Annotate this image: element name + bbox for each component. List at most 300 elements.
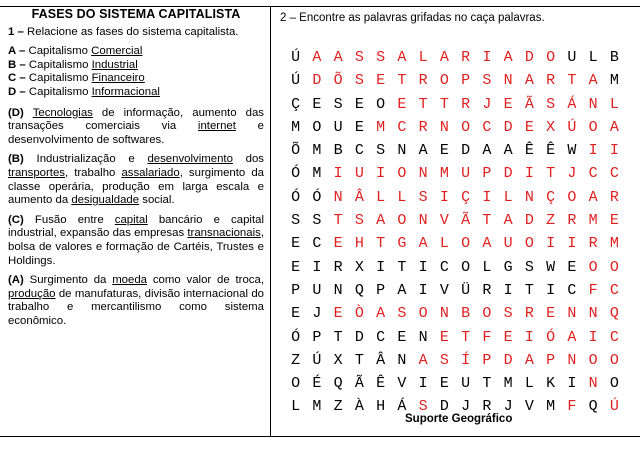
text-run	[24, 107, 33, 119]
grid-letter[interactable]: M	[312, 142, 322, 160]
grid-letter[interactable]: J	[461, 398, 471, 416]
grid-letter[interactable]: E	[567, 258, 577, 276]
grid-letter[interactable]: H	[354, 235, 364, 253]
grid-letter[interactable]: C	[376, 328, 386, 346]
grid-letter[interactable]: O	[291, 375, 301, 393]
grid-letter[interactable]: E	[333, 305, 343, 323]
grid-letter[interactable]: O	[312, 118, 322, 136]
phase-letter: D –	[8, 85, 26, 98]
grid-letter[interactable]: C	[439, 258, 449, 276]
grid-letter[interactable]: O	[588, 118, 598, 136]
grid-letter[interactable]: A	[418, 235, 428, 253]
grid-letter[interactable]: T	[376, 235, 386, 253]
answer-tag: (A)	[8, 274, 24, 287]
grid-row	[285, 116, 625, 139]
grid-letter[interactable]: I	[376, 258, 386, 276]
grid-letter[interactable]: R	[461, 95, 471, 113]
grid-letter[interactable]: L	[482, 258, 492, 276]
grid-letter[interactable]: Â	[354, 188, 364, 206]
grid-letter[interactable]: S	[376, 142, 386, 160]
grid-letter[interactable]: C	[354, 142, 364, 160]
grid-letter[interactable]: M	[291, 118, 301, 136]
grid-letter[interactable]: Ó	[546, 328, 556, 346]
grid-letter[interactable]: S	[503, 305, 513, 323]
grid-letter[interactable]: N	[588, 305, 598, 323]
grid-letter[interactable]: T	[567, 72, 577, 90]
grid-letter[interactable]: É	[312, 375, 322, 393]
grid-letter[interactable]: Ó	[291, 188, 301, 206]
grid-letter[interactable]: Ú	[291, 72, 301, 90]
grid-letter[interactable]: N	[418, 328, 428, 346]
grid-letter[interactable]: O	[588, 258, 598, 276]
grid-letter[interactable]: I	[482, 188, 492, 206]
grid-letter[interactable]: A	[418, 351, 428, 369]
grid-letter[interactable]: L	[418, 49, 428, 66]
phase-item	[8, 72, 264, 86]
grid-letter[interactable]: O	[439, 72, 449, 90]
grid-letter[interactable]: Ü	[461, 281, 471, 299]
grid-letter[interactable]: C	[609, 281, 619, 299]
phase-prefix: Capitalismo	[25, 58, 92, 71]
grid-letter[interactable]: A	[418, 142, 428, 160]
grid-letter[interactable]: Á	[397, 398, 407, 416]
grid-letter[interactable]: I	[588, 328, 598, 346]
grid-letter[interactable]: I	[418, 258, 428, 276]
grid-letter[interactable]: A	[376, 305, 386, 323]
grid-letter[interactable]: O	[609, 375, 619, 393]
grid-letter[interactable]: R	[609, 188, 619, 206]
grid-letter[interactable]: T	[482, 375, 492, 393]
grid-letter[interactable]: V	[397, 375, 407, 393]
grid-letter[interactable]: Q	[588, 398, 598, 416]
grid-letter[interactable]: N	[397, 351, 407, 369]
grid-letter[interactable]: M	[588, 212, 598, 230]
grid-letter[interactable]: O	[418, 305, 428, 323]
phase-prefix: Capitalismo	[25, 72, 92, 85]
question-2-title: 2 – Encontre as palavras grifadas no caça palavras.	[280, 12, 545, 24]
grid-letter[interactable]: Ç	[291, 95, 301, 113]
grid-letter[interactable]: X	[333, 351, 343, 369]
text-run: Fusão entre	[23, 213, 115, 226]
grid-letter[interactable]: O	[461, 118, 471, 136]
grid-letter[interactable]: O	[397, 212, 407, 230]
grid-letter[interactable]: L	[439, 235, 449, 253]
text-run: Industrialização e	[23, 153, 148, 166]
grid-letter[interactable]: T	[524, 281, 534, 299]
grid-letter[interactable]: P	[482, 351, 492, 369]
grid-letter[interactable]: E	[439, 142, 449, 160]
grid-letter[interactable]: A	[588, 188, 598, 206]
grid-letter[interactable]: D	[312, 72, 322, 90]
grid-letter[interactable]: I	[376, 165, 386, 183]
grid-letter[interactable]: U	[461, 375, 471, 393]
keyword: assalariado	[121, 166, 180, 179]
grid-letter[interactable]: O	[461, 258, 471, 276]
grid-letter[interactable]: I	[546, 281, 556, 299]
text-run: , trabalho	[64, 166, 122, 179]
phase-item	[8, 59, 264, 73]
grid-letter[interactable]: M	[609, 235, 619, 253]
keyword: capital	[114, 213, 148, 226]
grid-letter[interactable]: A	[567, 328, 577, 346]
keyword: moeda	[112, 274, 148, 287]
grid-letter[interactable]: R	[418, 72, 428, 90]
description-blocks	[8, 107, 264, 329]
grid-letter[interactable]: T	[482, 212, 492, 230]
grid-letter[interactable]: I	[418, 375, 428, 393]
grid-letter[interactable]: E	[524, 118, 534, 136]
grid-letter[interactable]: Ã	[461, 212, 471, 230]
grid-letter[interactable]: C	[567, 281, 577, 299]
grid-letter[interactable]: S	[333, 95, 343, 113]
grid-letter[interactable]: P	[376, 281, 386, 299]
grid-letter[interactable]: E	[439, 375, 449, 393]
grid-letter[interactable]: H	[376, 398, 386, 416]
grid-letter[interactable]: J	[503, 398, 513, 416]
phase-list	[8, 45, 264, 99]
grid-letter[interactable]: U	[333, 118, 343, 136]
phase-item	[8, 45, 264, 59]
grid-letter[interactable]: A	[482, 235, 492, 253]
grid-letter[interactable]: P	[312, 328, 322, 346]
grid-letter[interactable]: U	[461, 165, 471, 183]
grid-letter[interactable]: A	[439, 49, 449, 66]
grid-letter[interactable]: N	[503, 72, 513, 90]
grid-letter[interactable]: D	[524, 212, 534, 230]
grid-letter[interactable]: Ó	[291, 165, 301, 183]
grid-letter[interactable]: O	[609, 258, 619, 276]
grid-row	[285, 349, 625, 372]
grid-letter[interactable]: A	[609, 118, 619, 136]
grid-letter[interactable]: E	[333, 235, 343, 253]
grid-letter[interactable]: A	[312, 49, 322, 66]
grid-letter[interactable]: N	[333, 281, 343, 299]
grid-letter[interactable]: N	[567, 305, 577, 323]
grid-letter[interactable]: C	[397, 118, 407, 136]
grid-letter[interactable]: V	[439, 212, 449, 230]
grid-letter[interactable]: A	[333, 49, 343, 66]
grid-letter[interactable]: N	[439, 305, 449, 323]
grid-letter[interactable]: Ó	[291, 328, 301, 346]
grid-letter[interactable]: W	[567, 142, 577, 160]
grid-letter[interactable]: E	[291, 305, 301, 323]
grid-letter[interactable]: A	[397, 281, 407, 299]
grid-letter[interactable]: N	[333, 188, 343, 206]
keyword: Tecnologias	[32, 106, 93, 119]
grid-letter[interactable]: O	[376, 95, 386, 113]
grid-letter[interactable]: D	[461, 142, 471, 160]
phase-word: Informacional	[91, 85, 160, 98]
grid-letter[interactable]: T	[461, 328, 471, 346]
grid-letter[interactable]: A	[588, 72, 598, 90]
grid-letter[interactable]: E	[503, 95, 513, 113]
grid-letter[interactable]: E	[376, 72, 386, 90]
grid-letter[interactable]: M	[609, 72, 619, 90]
question-1-number: 1 –	[8, 25, 24, 38]
grid-row	[285, 162, 625, 185]
grid-letter[interactable]: X	[546, 118, 556, 136]
grid-letter[interactable]: A	[503, 142, 513, 160]
phase-word: Comercial	[91, 45, 143, 58]
grid-letter[interactable]: E	[291, 235, 301, 253]
grid-letter[interactable]: N	[397, 142, 407, 160]
grid-letter[interactable]: Ê	[546, 142, 556, 160]
grid-letter[interactable]: I	[503, 281, 513, 299]
grid-letter[interactable]: V	[524, 398, 534, 416]
grid-letter[interactable]: S	[482, 72, 492, 90]
grid-letter[interactable]: I	[524, 328, 534, 346]
grid-letter[interactable]: I	[439, 188, 449, 206]
grid-letter[interactable]: Ê	[376, 375, 386, 393]
grid-letter[interactable]: D	[439, 398, 449, 416]
grid-letter[interactable]: R	[482, 281, 492, 299]
grid-letter[interactable]: E	[312, 95, 322, 113]
grid-letter[interactable]: I	[609, 142, 619, 160]
grid-letter[interactable]: C	[588, 165, 598, 183]
phase-prefix: Capitalismo	[25, 85, 92, 98]
grid-letter[interactable]: K	[546, 375, 556, 393]
grid-letter[interactable]: R	[482, 398, 492, 416]
grid-letter[interactable]: N	[524, 188, 534, 206]
keyword: transnacionais	[187, 227, 261, 240]
phase-letter: C –	[8, 72, 26, 85]
grid-letter[interactable]: S	[439, 351, 449, 369]
section-title: FASES DO SISTEMA CAPITALISTA	[31, 7, 241, 21]
grid-letter[interactable]: L	[397, 188, 407, 206]
grid-letter[interactable]: A	[524, 351, 534, 369]
grid-letter[interactable]: J	[567, 165, 577, 183]
grid-letter[interactable]: W	[546, 258, 556, 276]
grid-letter[interactable]: P	[461, 72, 471, 90]
grid-letter[interactable]: E	[291, 258, 301, 276]
grid-letter[interactable]: J	[312, 305, 322, 323]
grid-row	[285, 372, 625, 395]
grid-letter[interactable]: T	[546, 165, 556, 183]
grid-letter[interactable]: T	[354, 351, 364, 369]
grid-letter[interactable]: I	[588, 142, 598, 160]
grid-letter[interactable]: M	[439, 165, 449, 183]
grid-letter[interactable]: A	[524, 72, 534, 90]
grid-letter[interactable]: Ã	[524, 95, 534, 113]
grid-letter[interactable]: T	[333, 328, 343, 346]
grid-letter[interactable]: F	[482, 328, 492, 346]
grid-letter[interactable]: M	[503, 375, 513, 393]
grid-letter[interactable]: E	[609, 212, 619, 230]
grid-letter[interactable]: N	[418, 212, 428, 230]
grid-letter[interactable]: M	[546, 398, 556, 416]
grid-letter[interactable]: M	[312, 398, 322, 416]
grid-letter[interactable]: S	[376, 49, 386, 66]
grid-letter[interactable]: Õ	[333, 72, 343, 90]
grid-letter[interactable]: M	[376, 118, 386, 136]
text-run: de manufaturas, divisão internacional do trabalho e mercantilismo como sistema econômico.	[8, 287, 264, 327]
grid-letter[interactable]: L	[588, 49, 598, 66]
grid-letter[interactable]: O	[461, 235, 471, 253]
grid-letter[interactable]: O	[524, 235, 534, 253]
grid-letter[interactable]: L	[524, 375, 534, 393]
grid-letter[interactable]: S	[354, 49, 364, 66]
grid-letter[interactable]: J	[482, 95, 492, 113]
grid-letter[interactable]: S	[546, 95, 556, 113]
grid-letter[interactable]: M	[312, 165, 322, 183]
phase-word: Industrial	[91, 58, 138, 71]
grid-letter[interactable]: S	[418, 188, 428, 206]
grid-letter[interactable]: T	[418, 95, 428, 113]
grid-letter[interactable]: I	[546, 235, 556, 253]
grid-letter[interactable]: Õ	[291, 142, 301, 160]
grid-letter[interactable]: O	[588, 351, 598, 369]
grid-letter[interactable]: D	[524, 49, 534, 66]
grid-letter[interactable]: D	[503, 165, 513, 183]
grid-letter[interactable]: Q	[333, 375, 343, 393]
grid-letter[interactable]: E	[439, 328, 449, 346]
grid-letter[interactable]: L	[291, 398, 301, 416]
grid-letter[interactable]: A	[503, 212, 513, 230]
grid-letter[interactable]: C	[482, 118, 492, 136]
grid-letter[interactable]: V	[439, 281, 449, 299]
grid-letter[interactable]: Z	[546, 212, 556, 230]
grid-letter[interactable]: A	[503, 49, 513, 66]
grid-letter[interactable]: Z	[291, 351, 301, 369]
grid-letter[interactable]: F	[588, 281, 598, 299]
grid-letter[interactable]: O	[546, 49, 556, 66]
grid-letter[interactable]: Ã	[354, 375, 364, 393]
grid-letter[interactable]: Ú	[609, 398, 619, 416]
grid-letter[interactable]: U	[312, 281, 322, 299]
grid-letter[interactable]: B	[461, 305, 471, 323]
grid-letter[interactable]: X	[354, 258, 364, 276]
grid-letter[interactable]: N	[588, 95, 598, 113]
grid-letter[interactable]: S	[397, 305, 407, 323]
grid-letter[interactable]: A	[397, 49, 407, 66]
grid-letter[interactable]: L	[503, 188, 513, 206]
grid-letter[interactable]: N	[439, 118, 449, 136]
grid-letter[interactable]: Q	[609, 305, 619, 323]
grid-letter[interactable]: N	[567, 351, 577, 369]
grid-row	[285, 186, 625, 209]
grid-letter[interactable]: A	[376, 212, 386, 230]
grid-letter[interactable]: T	[333, 212, 343, 230]
grid-letter[interactable]: Á	[567, 95, 577, 113]
grid-letter[interactable]: S	[418, 398, 428, 416]
grid-letter[interactable]: U	[354, 165, 364, 183]
grid-letter[interactable]: R	[546, 72, 556, 90]
grid-letter[interactable]: Ó	[312, 188, 322, 206]
grid-letter[interactable]: S	[354, 72, 364, 90]
grid-letter[interactable]: E	[546, 305, 556, 323]
grid-letter[interactable]: D	[354, 328, 364, 346]
grid-letter[interactable]: P	[291, 281, 301, 299]
grid-letter[interactable]: T	[439, 95, 449, 113]
grid-letter[interactable]: C	[312, 235, 322, 253]
grid-letter[interactable]: I	[333, 165, 343, 183]
grid-letter[interactable]: R	[461, 49, 471, 66]
grid-letter[interactable]: E	[397, 328, 407, 346]
question-1	[8, 26, 264, 40]
grid-letter[interactable]: O	[482, 305, 492, 323]
grid-letter[interactable]: B	[609, 49, 619, 66]
grid-letter[interactable]: E	[503, 328, 513, 346]
grid-letter[interactable]: U	[567, 49, 577, 66]
grid-letter[interactable]: G	[503, 258, 513, 276]
grid-letter[interactable]: I	[567, 375, 577, 393]
grid-row	[285, 232, 625, 255]
grid-letter[interactable]: I	[567, 235, 577, 253]
question-1-text: Relacione as fases do sistema capitalista.	[23, 25, 239, 38]
answer-tag: (C)	[8, 213, 24, 226]
grid-letter[interactable]: Ç	[461, 188, 471, 206]
grid-letter[interactable]: O	[567, 188, 577, 206]
grid-letter[interactable]: R	[418, 118, 428, 136]
grid-letter[interactable]: T	[397, 72, 407, 90]
text-run: social.	[139, 194, 175, 207]
grid-letter[interactable]: Ê	[524, 142, 534, 160]
grid-letter[interactable]: Ú	[291, 49, 301, 66]
grid-letter[interactable]: C	[609, 328, 619, 346]
grid-letter[interactable]: Ç	[546, 188, 556, 206]
grid-letter[interactable]: À	[354, 398, 364, 416]
grid-letter[interactable]: L	[376, 188, 386, 206]
grid-letter[interactable]: Ò	[354, 305, 364, 323]
grid-letter[interactable]: S	[312, 212, 322, 230]
grid-letter[interactable]: I	[418, 281, 428, 299]
grid-letter[interactable]: I	[312, 258, 322, 276]
grid-letter[interactable]: S	[354, 212, 364, 230]
grid-letter[interactable]: Z	[333, 398, 343, 416]
grid-letter[interactable]: E	[354, 95, 364, 113]
grid-letter[interactable]: O	[609, 351, 619, 369]
keyword: internet	[197, 120, 236, 133]
grid-letter[interactable]: U	[503, 235, 513, 253]
grid-letter[interactable]: E	[354, 118, 364, 136]
grid-letter[interactable]: C	[609, 165, 619, 183]
grid-letter[interactable]: R	[524, 305, 534, 323]
grid-letter[interactable]: D	[503, 351, 513, 369]
text-run: e desenvolvimento de softwares.	[8, 120, 264, 146]
grid-letter[interactable]: Ú	[567, 118, 577, 136]
grid-letter[interactable]: N	[418, 165, 428, 183]
grid-letter[interactable]: Í	[461, 351, 471, 369]
grid-letter[interactable]: A	[482, 142, 492, 160]
grid-letter[interactable]: Â	[376, 351, 386, 369]
grid-letter[interactable]: S	[291, 212, 301, 230]
grid-letter[interactable]: Ú	[312, 351, 322, 369]
grid-letter[interactable]: Q	[354, 281, 364, 299]
grid-letter[interactable]: P	[546, 351, 556, 369]
grid-letter[interactable]: N	[588, 375, 598, 393]
grid-letter[interactable]: B	[333, 142, 343, 160]
grid-letter[interactable]: E	[397, 95, 407, 113]
phase-word: Financeiro	[91, 72, 145, 85]
grid-letter[interactable]: S	[524, 258, 534, 276]
grid-letter[interactable]: I	[482, 49, 492, 66]
grid-letter[interactable]: R	[567, 212, 577, 230]
grid-letter[interactable]: P	[482, 165, 492, 183]
source-caption: Suporte Geográfico	[405, 413, 513, 425]
grid-letter[interactable]: O	[397, 165, 407, 183]
grid-letter[interactable]: R	[588, 235, 598, 253]
description-block	[8, 274, 264, 328]
text-run: , bolsa de valores e formação de Cartéis, Trustes e Holdings.	[8, 227, 264, 267]
grid-letter[interactable]: R	[333, 258, 343, 276]
grid-letter[interactable]: G	[397, 235, 407, 253]
grid-letter[interactable]: D	[503, 118, 513, 136]
grid-letter[interactable]: I	[524, 165, 534, 183]
description-block	[8, 153, 264, 207]
grid-letter[interactable]: L	[609, 95, 619, 113]
grid-letter[interactable]: T	[397, 258, 407, 276]
grid-letter[interactable]: F	[567, 398, 577, 416]
